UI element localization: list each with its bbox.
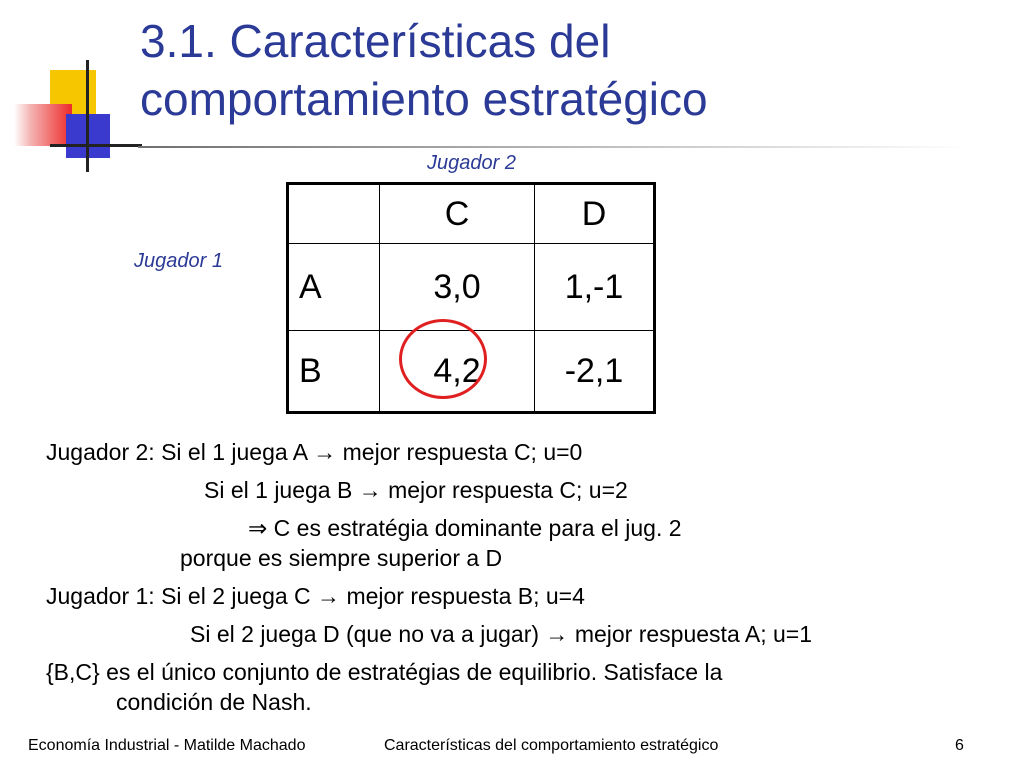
logo-red-square bbox=[14, 104, 72, 146]
equilibrium-highlight-circle bbox=[399, 319, 487, 399]
footer-page-number: 6 bbox=[955, 737, 964, 754]
slide-title-line2: comportamiento estratégico bbox=[140, 73, 708, 125]
row-header-b: B bbox=[288, 331, 380, 413]
payoff-cell-a-d: 1,-1 bbox=[535, 244, 655, 331]
logo-horizontal-line bbox=[50, 144, 142, 147]
logo-vertical-line bbox=[86, 60, 89, 172]
slide-title bbox=[140, 12, 1000, 128]
payoff-corner-cell bbox=[288, 184, 380, 244]
footer-author: Economía Industrial - Matilde Machado bbox=[28, 737, 306, 754]
payoff-cell-b-c: 4,2 bbox=[380, 331, 535, 413]
payoff-cell-b-d: -2,1 bbox=[535, 331, 655, 413]
body-line-superior: porque es siempre superior a D bbox=[180, 545, 503, 571]
payoff-cell-a-c: 3,0 bbox=[380, 244, 535, 331]
body-line-nash: condición de Nash. bbox=[116, 689, 312, 715]
row-header-a: A bbox=[288, 244, 380, 331]
title-divider bbox=[138, 146, 968, 148]
column-header-d: D bbox=[535, 184, 655, 244]
body-line-player2-b: Si el 1 juega B → mejor respuesta C; u=2 bbox=[204, 477, 628, 503]
body-line-player1-c: Jugador 1: Si el 2 juega C → mejor respuesta B; u=4 bbox=[46, 583, 585, 609]
footer-topic: Características del comportamiento estratégico bbox=[384, 737, 719, 754]
body-line-dominant-strategy: ⇒ C es estratégia dominante para el jug. 2 bbox=[248, 515, 682, 541]
body-line-player1-d: Si el 2 juega D (que no va a jugar) → mejor respuesta A; u=1 bbox=[190, 621, 812, 647]
payoff-header-row bbox=[288, 184, 655, 244]
body-line-player2-a: Jugador 2: Si el 1 juega A → mejor respuesta C; u=0 bbox=[46, 439, 583, 465]
body-line-equilibrium: {B,C} es el único conjunto de estratégias de equilibrio. Satisface la bbox=[46, 659, 723, 685]
column-header-c: C bbox=[380, 184, 535, 244]
player2-label: Jugador 2 bbox=[427, 152, 516, 174]
player1-label: Jugador 1 bbox=[134, 250, 223, 272]
payoff-row-a bbox=[288, 244, 655, 331]
slide-logo-decoration bbox=[14, 60, 144, 180]
slide-title-line1: 3.1. Características del bbox=[140, 15, 611, 67]
